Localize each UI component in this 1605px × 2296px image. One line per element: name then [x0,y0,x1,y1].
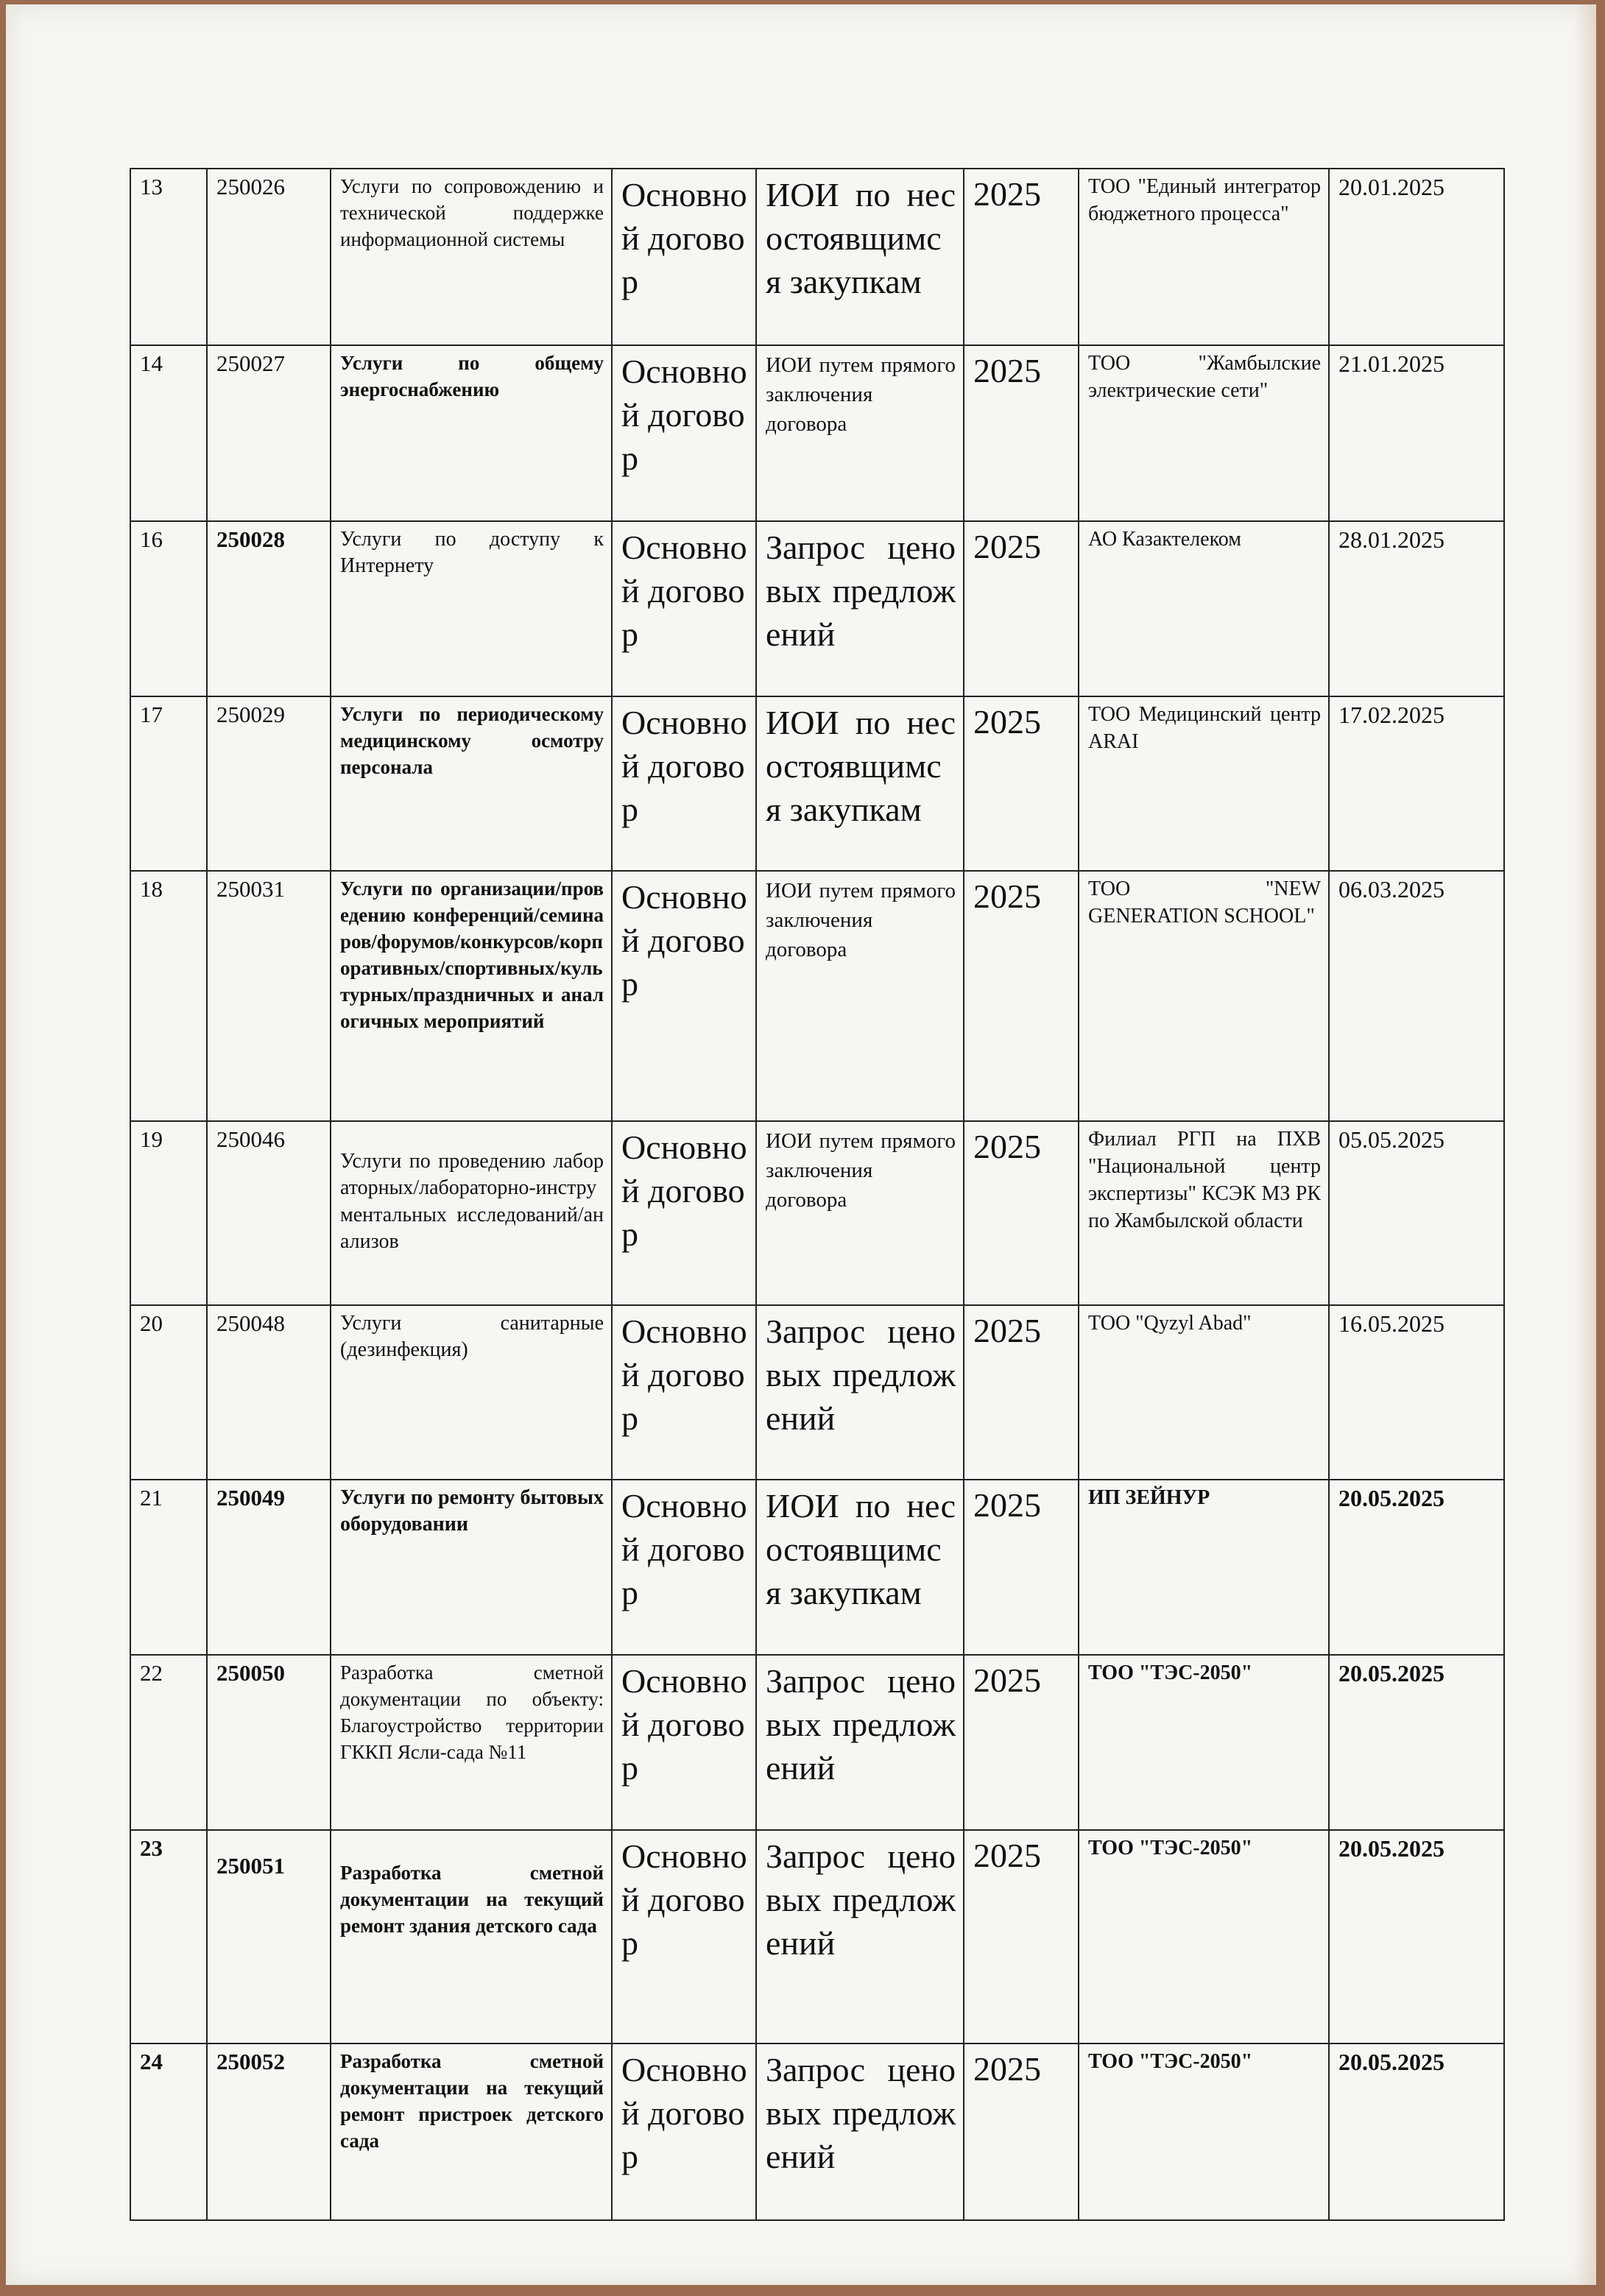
service-name: Услуги по общему энергоснабжению [331,345,612,521]
contract-type: Основной договор [612,345,756,521]
contract-type: Основной договор [612,1830,756,2044]
row-number: 19 [130,1121,207,1305]
contract-date: 21.01.2025 [1329,345,1504,521]
procurement-method: ИОИ по несостоявщимся закупкам [756,1480,964,1655]
table-row [130,521,1504,696]
supplier: АО Казактелеком [1079,521,1329,696]
service-name: Услуги по сопровождению и технической поддержке информационной системы [331,169,612,345]
item-code: 250049 [207,1480,331,1655]
item-code: 250026 [207,169,331,345]
contract-date: 06.03.2025 [1329,871,1504,1121]
item-code: 250052 [207,2044,331,2220]
year: 2025 [964,521,1079,696]
service-name: Услуги по периодическому медицинскому осмотру персонала [331,696,612,871]
table-row [130,1655,1504,1830]
table-row [130,871,1504,1121]
contract-type: Основной договор [612,1655,756,1830]
contract-type: Основной договор [612,1121,756,1305]
procurement-method: ИОИ по несостоявщимся закупкам [756,696,964,871]
service-name: Разработка сметной документации по объекту: Благоустройство территории ГККП Ясли-сада №11 [331,1655,612,1830]
supplier: ТОО "Qyzyl Abad" [1079,1305,1329,1480]
year: 2025 [964,1305,1079,1480]
service-name: Разработка сметной документации на текущий ремонт здания детского сада [331,1830,612,2044]
item-code: 250048 [207,1305,331,1480]
table-row [130,1305,1504,1480]
item-code: 250028 [207,521,331,696]
contract-date: 16.05.2025 [1329,1305,1504,1480]
contract-date: 20.05.2025 [1329,1830,1504,2044]
item-code: 250046 [207,1121,331,1305]
service-name: Услуги санитарные (дезинфекция) [331,1305,612,1480]
service-name: Разработка сметной документации на текущий ремонт пристроек детского сада [331,2044,612,2220]
supplier: ТОО "ТЭС-2050" [1079,2044,1329,2220]
item-code: 250027 [207,345,331,521]
year: 2025 [964,169,1079,345]
service-name: Услуги по организации/проведению конференций/семинаров/форумов/конкурсов/корпоративных/спортивных/культурных/праздничных и аналогичных мероприятий [331,871,612,1121]
supplier: ТОО "Жамбылские электрические сети" [1079,345,1329,521]
year: 2025 [964,1480,1079,1655]
supplier: ТОО "ТЭС-2050" [1079,1830,1329,2044]
row-number: 20 [130,1305,207,1480]
year: 2025 [964,1121,1079,1305]
supplier: ИП ЗЕЙНУР [1079,1480,1329,1655]
scanned-page [6,4,1596,2285]
supplier: ТОО Медицинский центр ARAI [1079,696,1329,871]
procurement-method: ИОИ по несостоявщимся закупкам [756,169,964,345]
supplier: ТОО "Единый интегратор бюджетного процесса" [1079,169,1329,345]
table-row [130,2044,1504,2220]
year: 2025 [964,1830,1079,2044]
supplier: ТОО "ТЭС-2050" [1079,1655,1329,1830]
procurement-method: Запрос ценовых предложений [756,2044,964,2220]
procurement-method: Запрос ценовых предложений [756,1305,964,1480]
year: 2025 [964,2044,1079,2220]
year: 2025 [964,345,1079,521]
contract-date: 05.05.2025 [1329,1121,1504,1305]
year: 2025 [964,696,1079,871]
row-number: 24 [130,2044,207,2220]
contract-type: Основной договор [612,521,756,696]
row-number: 16 [130,521,207,696]
contract-date: 20.05.2025 [1329,1480,1504,1655]
procurement-method: Запрос ценовых предложений [756,521,964,696]
row-number: 21 [130,1480,207,1655]
procurement-method: Запрос ценовых предложений [756,1830,964,2044]
table-row [130,1480,1504,1655]
procurement-method: ИОИ путем прямого заключения договора [756,1121,964,1305]
contract-type: Основной договор [612,696,756,871]
table-row [130,169,1504,345]
contract-type: Основной договор [612,2044,756,2220]
service-name: Услуги по ремонту бытовых оборудовании [331,1480,612,1655]
procurement-method: ИОИ путем прямого заключения договора [756,345,964,521]
row-number: 23 [130,1830,207,2044]
contract-date: 20.01.2025 [1329,169,1504,345]
contract-date: 20.05.2025 [1329,2044,1504,2220]
row-number: 14 [130,345,207,521]
table-row [130,696,1504,871]
supplier: ТОО "NEW GENERATION SCHOOL" [1079,871,1329,1121]
contract-type: Основной договор [612,1480,756,1655]
row-number: 17 [130,696,207,871]
contract-type: Основной договор [612,169,756,345]
table-row [130,345,1504,521]
row-number: 18 [130,871,207,1121]
item-code: 250050 [207,1655,331,1830]
service-name: Услуги по проведению лабораторных/лабораторно-инструментальных исследований/анализов [331,1121,612,1305]
contract-type: Основной договор [612,871,756,1121]
item-code: 250051 [207,1830,331,2044]
procurement-method: Запрос ценовых предложений [756,1655,964,1830]
row-number: 22 [130,1655,207,1830]
contract-date: 28.01.2025 [1329,521,1504,696]
procurement-method: ИОИ путем прямого заключения договора [756,871,964,1121]
contract-date: 17.02.2025 [1329,696,1504,871]
contract-type: Основной договор [612,1305,756,1480]
table-row [130,1121,1504,1305]
contract-date: 20.05.2025 [1329,1655,1504,1830]
item-code: 250029 [207,696,331,871]
table-row [130,1830,1504,2044]
procurement-table [130,168,1505,2221]
item-code: 250031 [207,871,331,1121]
year: 2025 [964,871,1079,1121]
service-name: Услуги по доступу к Интернету [331,521,612,696]
year: 2025 [964,1655,1079,1830]
supplier: Филиал РГП на ПХВ "Национальной центр экспертизы" КСЭК МЗ РК по Жамбылской области [1079,1121,1329,1305]
row-number: 13 [130,169,207,345]
